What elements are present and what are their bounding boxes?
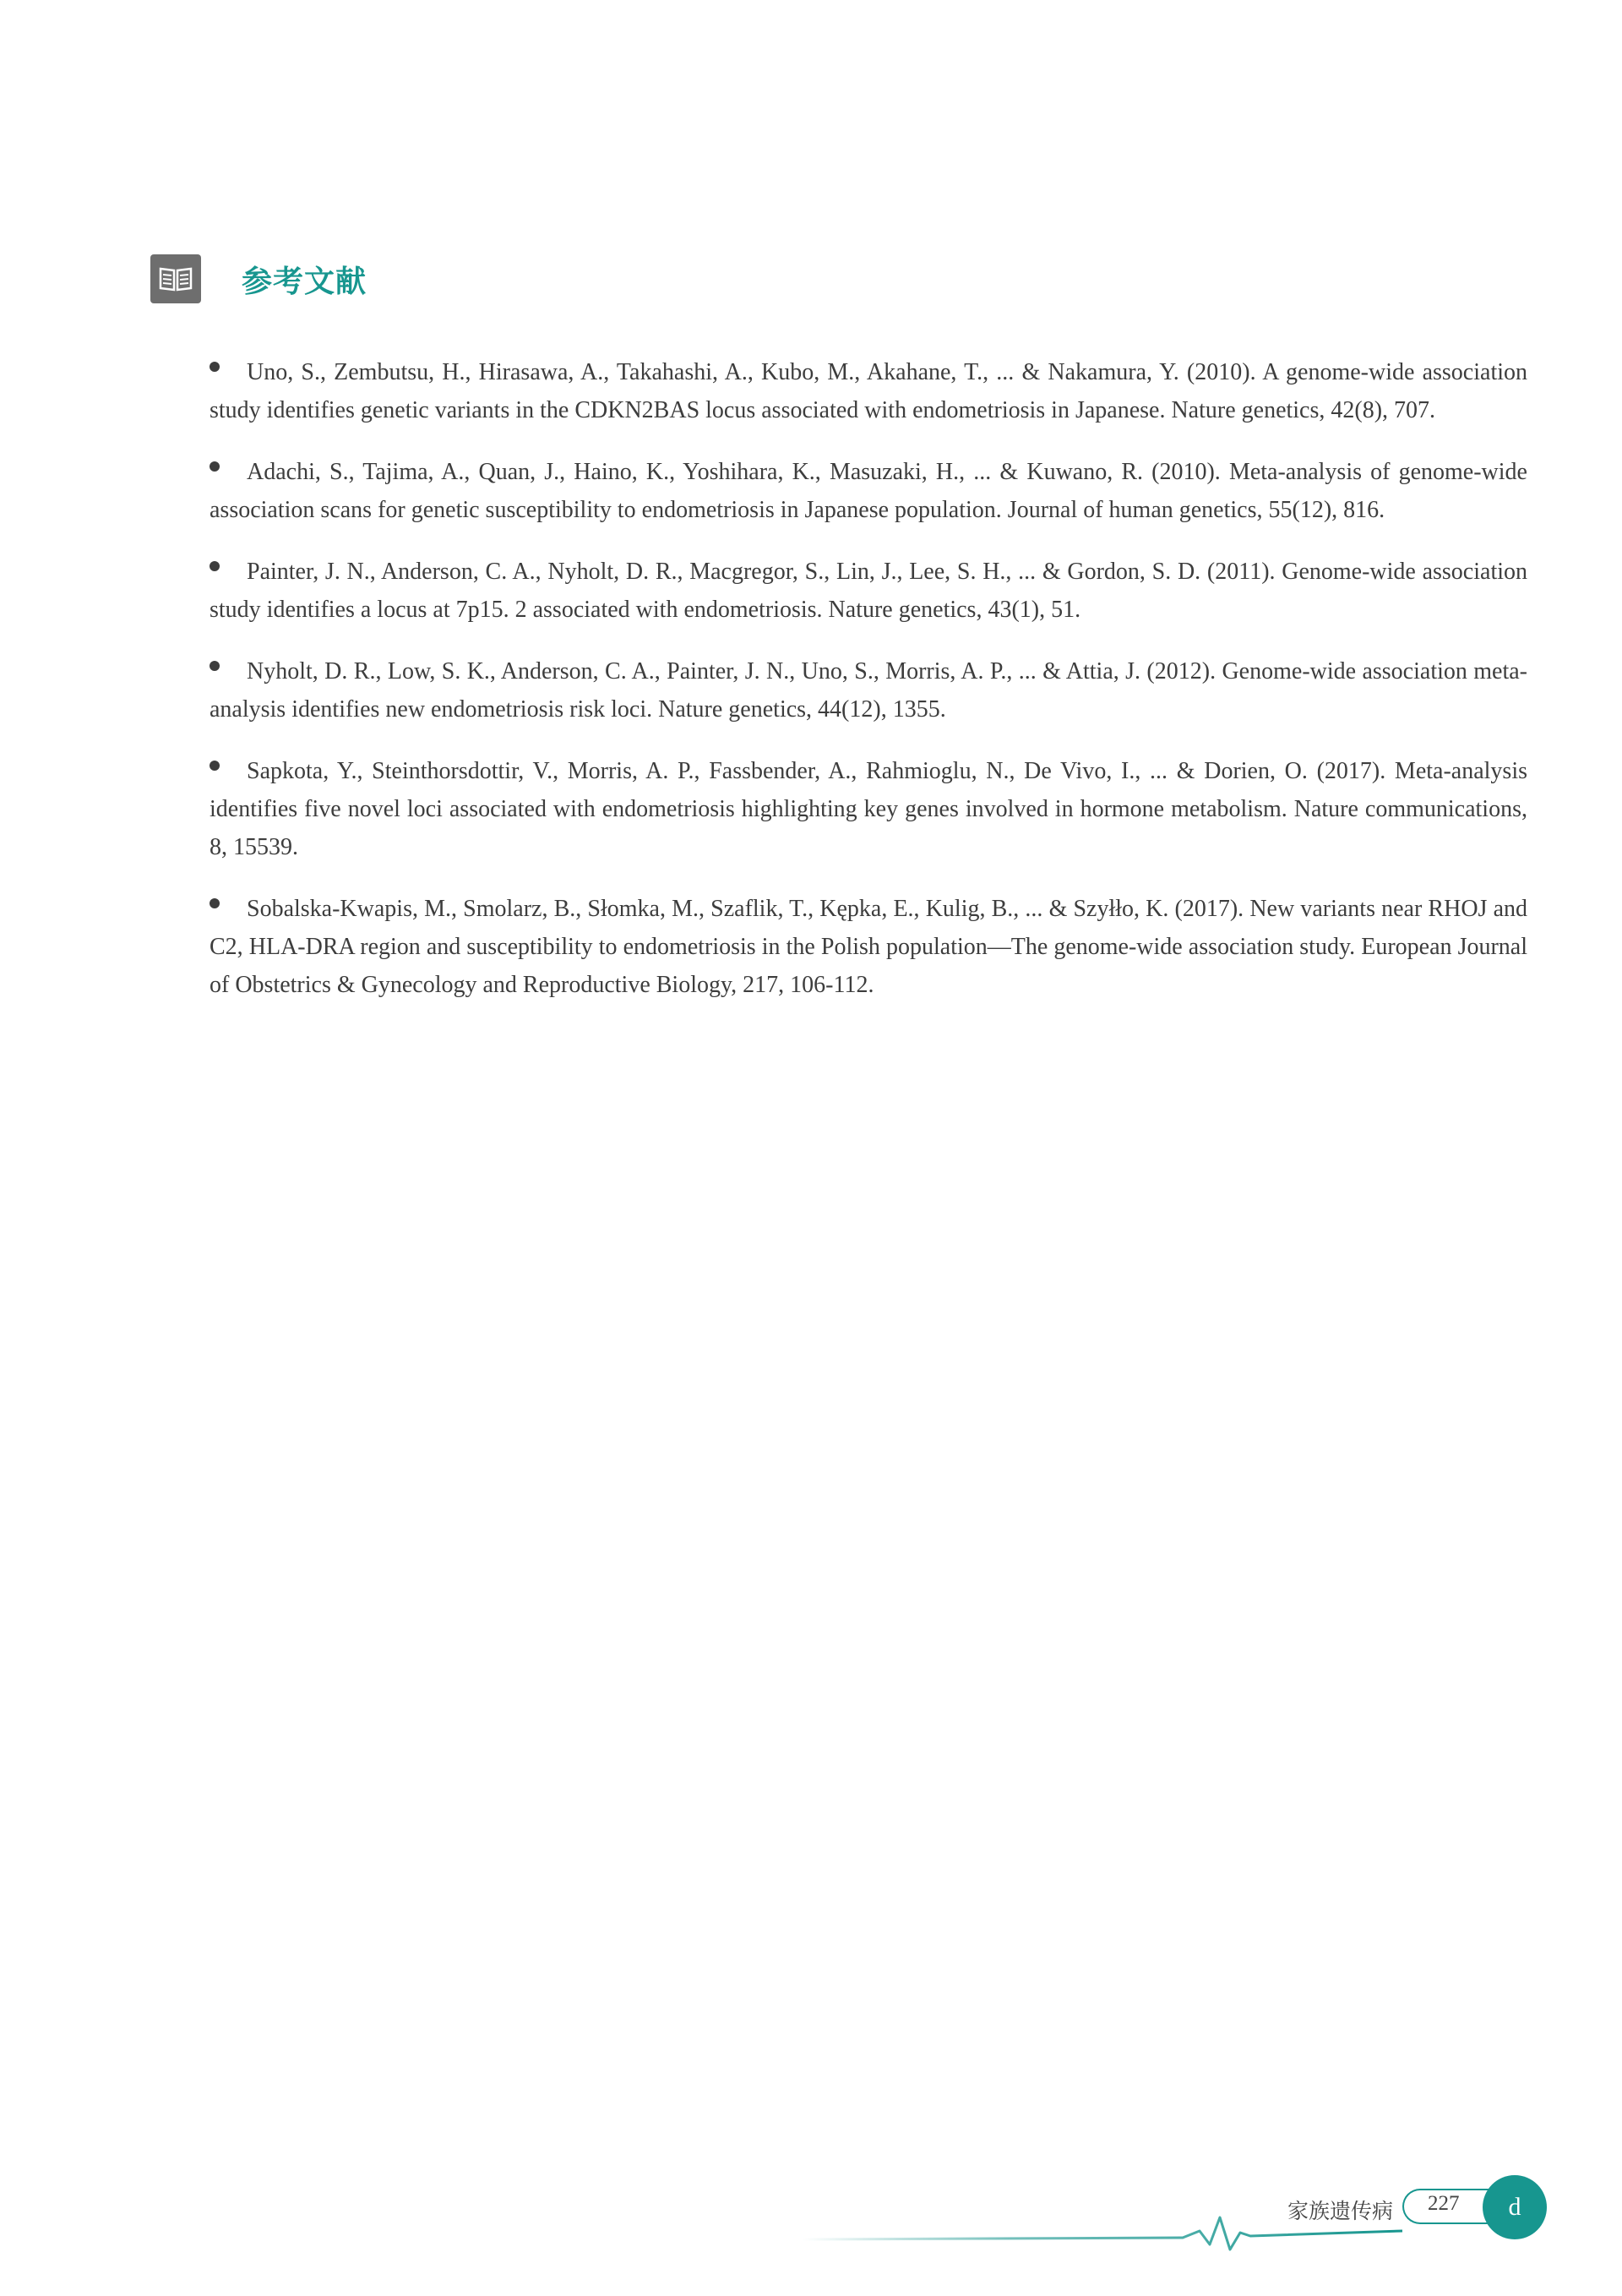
reference-text: Uno, S., Zembutsu, H., Hirasawa, A., Takahashi, A., Kubo, M., Akahane, T., ... & Nakamura, Y. (2010). A genome-wide association study identifies genetic variants in the CDKN2BAS locus associated with endometriosis in Japanese. Nature genetics, 42(8), 707. <box>210 359 1527 423</box>
section-header <box>150 254 367 304</box>
reference-item <box>210 353 1527 429</box>
reference-item <box>210 553 1527 629</box>
bullet-icon <box>210 461 220 472</box>
bullet-icon <box>210 561 220 571</box>
section-title: 参考文献 <box>242 264 367 299</box>
bullet-icon <box>210 761 220 771</box>
open-book-icon <box>150 254 201 303</box>
reference-item <box>210 652 1527 728</box>
reference-text: Painter, J. N., Anderson, C. A., Nyholt, D. R., Macgregor, S., Lin, J., Lee, S. H., ... & Gordon, S. D. (2011). Genome-wide association study identifies a locus at 7p15. 2 associated with endometriosis. Nature genetics, 43(1), 51. <box>210 559 1527 623</box>
bullet-icon <box>210 661 220 671</box>
bullet-icon <box>210 898 220 908</box>
reference-item <box>210 453 1527 529</box>
open-book-icon-glyph <box>158 265 193 292</box>
reference-text: Adachi, S., Tajima, A., Quan, J., Haino, K., Yoshihara, K., Masuzaki, H., ... & Kuwano, R. (2010). Meta-analysis of genome-wide association scans for genetic susceptibility to endometriosis in Japanese population. Journal of human genetics, 55(12), 816. <box>210 459 1527 523</box>
reference-list <box>210 353 1527 1028</box>
page-number: 227 <box>1428 2192 1460 2215</box>
reference-text: Nyholt, D. R., Low, S. K., Anderson, C. A., Painter, J. N., Uno, S., Morris, A. P., ... & Attia, J. (2012). Genome-wide association meta-analysis identifies new endometriosis risk loci. Nature genetics, 44(12), 1355. <box>210 658 1527 723</box>
bullet-icon <box>210 362 220 372</box>
reference-text: Sobalska-Kwapis, M., Smolarz, B., Słomka, M., Szaflik, T., Kępka, E., Kulig, B., ... & Szyłło, K. (2017). New variants near RHOJ and C2, HLA-DRA region and susceptibility to endometriosis in the Polish population—The genome-wide association study. European Journal of Obstetrics & Gynecology and Reproductive Biology, 217, 106-112. <box>210 896 1527 998</box>
reference-text: Sapkota, Y., Steinthorsdottir, V., Morris, A. P., Fassbender, A., Rahmioglu, N., De Vivo, I., ... & Dorien, O. (2017). Meta-analysis identifies five novel loci associated with endometriosis highlighting key genes involved in hormone metabolism. Nature communications, 8, 15539. <box>210 758 1527 860</box>
book-title: 家族遗传病 <box>1287 2199 1394 2223</box>
chapter-letter: d <box>1508 2193 1521 2221</box>
reference-item <box>210 752 1527 866</box>
reference-item <box>210 890 1527 1004</box>
chapter-badge <box>1483 2175 1547 2239</box>
